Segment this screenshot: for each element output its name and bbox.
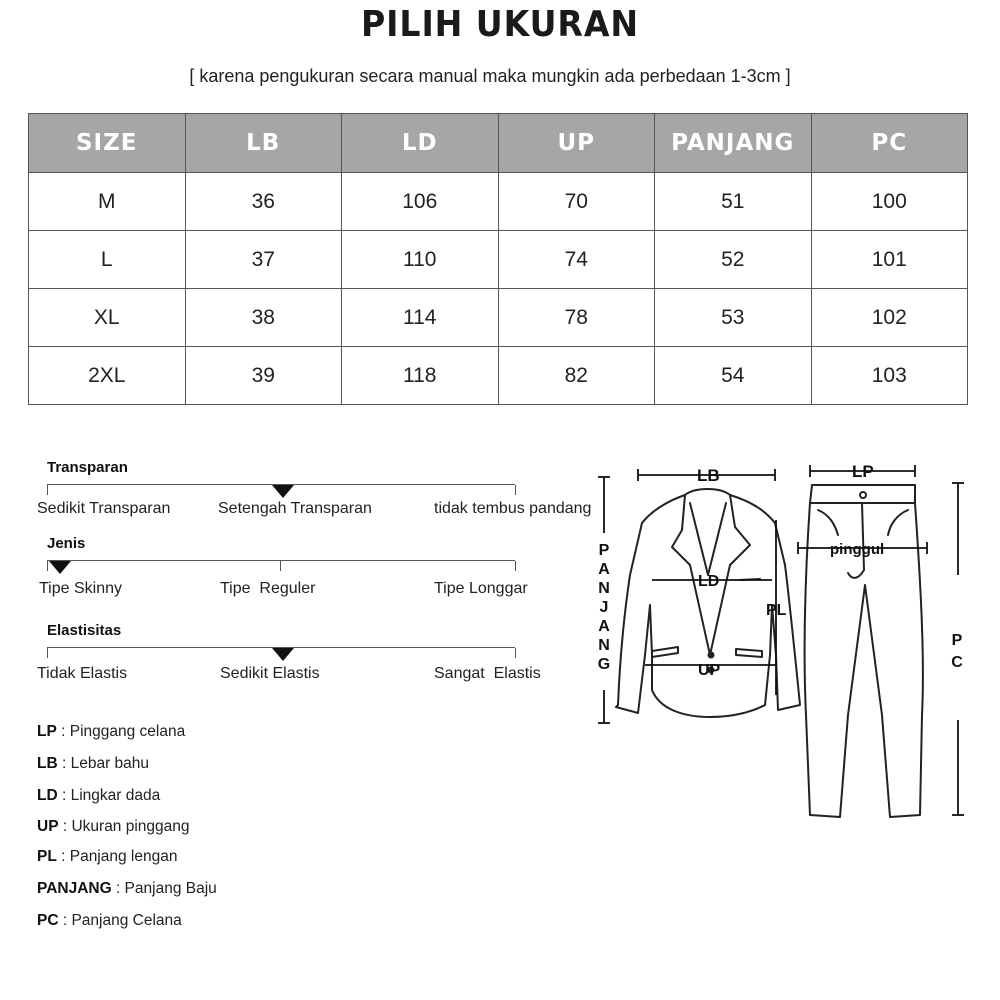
legend-desc: : Lebar bahu (57, 755, 150, 772)
scale-tick (280, 561, 281, 571)
jacket-button (709, 653, 714, 658)
trousers-button (860, 492, 866, 498)
page-title: PILIH UKURAN (360, 4, 640, 45)
legend-desc: : Panjang Celana (58, 912, 182, 929)
legend-desc: : Lingkar dada (57, 787, 161, 804)
label-panjang: P A N J A N G (597, 542, 611, 673)
legend-abbr: LD (37, 787, 58, 804)
table-cell: 37 (185, 231, 342, 289)
jacket-pocket (736, 649, 762, 657)
legend-desc: : Ukuran pinggang (58, 818, 190, 835)
label-ld: LD (698, 573, 720, 590)
label-pl: PL (766, 602, 787, 619)
scale-option: Tipe Reguler (220, 580, 316, 597)
scale-tick (515, 648, 516, 658)
scale-selected-marker (272, 648, 294, 661)
header-lb: LB (185, 114, 342, 173)
legend-item (37, 755, 149, 773)
legend-desc: : Panjang Baju (111, 880, 217, 897)
scale-selected-marker (49, 561, 71, 574)
table-cell: 110 (342, 231, 499, 289)
table-row (29, 231, 968, 289)
scale-option: Sedikit Elastis (220, 665, 320, 682)
legend-abbr: PL (37, 848, 57, 865)
scale-option: Tidak Elastis (37, 665, 128, 682)
header-panjang: PANJANG (655, 114, 812, 173)
header-pc: PC (811, 114, 968, 173)
scale-option: Sedikit Transparan (37, 500, 171, 517)
table-cell: 101 (811, 231, 968, 289)
legend-desc: : Panjang lengan (56, 848, 178, 865)
table-cell: 82 (498, 347, 655, 405)
scale-selected-marker (272, 485, 294, 498)
label-pc: P C (951, 632, 963, 671)
scale-line (47, 560, 515, 561)
header-up: UP (498, 114, 655, 173)
table-cell: 36 (185, 173, 342, 231)
scale-option: Setengah Transparan (218, 500, 372, 517)
table-row (29, 347, 968, 405)
legend-abbr: LP (37, 723, 57, 740)
table-cell: 52 (655, 231, 812, 289)
legend-item (37, 787, 160, 805)
scale-title: Jenis (47, 535, 86, 552)
table-cell: 102 (811, 289, 968, 347)
jacket-neckline (690, 503, 726, 575)
legend-abbr: UP (37, 818, 59, 835)
scale-option: Tipe Skinny (39, 580, 122, 597)
table-cell: 106 (342, 173, 499, 231)
scale-option: Sangat Elastis (434, 665, 541, 682)
label-lb: LB (697, 466, 720, 485)
garment-measurement-diagram (590, 455, 990, 945)
table-cell: 100 (811, 173, 968, 231)
legend-item (37, 848, 177, 866)
scale-tick (47, 485, 48, 495)
scale-tick (47, 561, 48, 571)
label-lp: LP (852, 462, 874, 481)
table-cell: L (29, 231, 186, 289)
table-header-row (29, 114, 968, 173)
label-up: UP (698, 662, 721, 679)
table-cell: 78 (498, 289, 655, 347)
label-pinggul: pinggul (830, 541, 885, 558)
trousers-pocket (818, 510, 838, 535)
legend-abbr: LB (37, 755, 58, 772)
scale-tick (515, 485, 516, 495)
table-cell: 118 (342, 347, 499, 405)
table-cell: XL (29, 289, 186, 347)
header-size: SIZE (29, 114, 186, 173)
legend-item (37, 818, 190, 836)
table-cell: 54 (655, 347, 812, 405)
table-row (29, 173, 968, 231)
table-cell: 38 (185, 289, 342, 347)
table-cell: 103 (811, 347, 968, 405)
table-cell: 51 (655, 173, 812, 231)
table-cell: 74 (498, 231, 655, 289)
legend-abbr: PC (37, 912, 59, 929)
scale-title: Transparan (47, 459, 128, 476)
legend-desc: : Pinggang celana (56, 723, 186, 740)
table-row (29, 289, 968, 347)
jacket-pocket (652, 647, 678, 657)
page-subtitle: [ karena pengukuran secara manual maka mungkin ada perbedaan 1-3cm ] (189, 66, 791, 86)
legend-item (37, 880, 217, 898)
legend-item (37, 723, 185, 741)
table-cell: 70 (498, 173, 655, 231)
header-ld: LD (342, 114, 499, 173)
table-cell: 114 (342, 289, 499, 347)
table-cell: 53 (655, 289, 812, 347)
scale-tick (47, 648, 48, 658)
trousers-pocket (888, 510, 908, 535)
table-cell: M (29, 173, 186, 231)
table-cell: 2XL (29, 347, 186, 405)
scale-tick (515, 561, 516, 571)
scale-title: Elastisitas (47, 622, 122, 639)
scale-option: Tipe Longgar (434, 580, 528, 597)
scale-option: tidak tembus pandang (434, 500, 592, 517)
size-table (28, 113, 968, 405)
table-cell: 39 (185, 347, 342, 405)
jacket-collar (685, 489, 730, 495)
legend-abbr: PANJANG (37, 880, 112, 897)
legend-item (37, 912, 182, 930)
